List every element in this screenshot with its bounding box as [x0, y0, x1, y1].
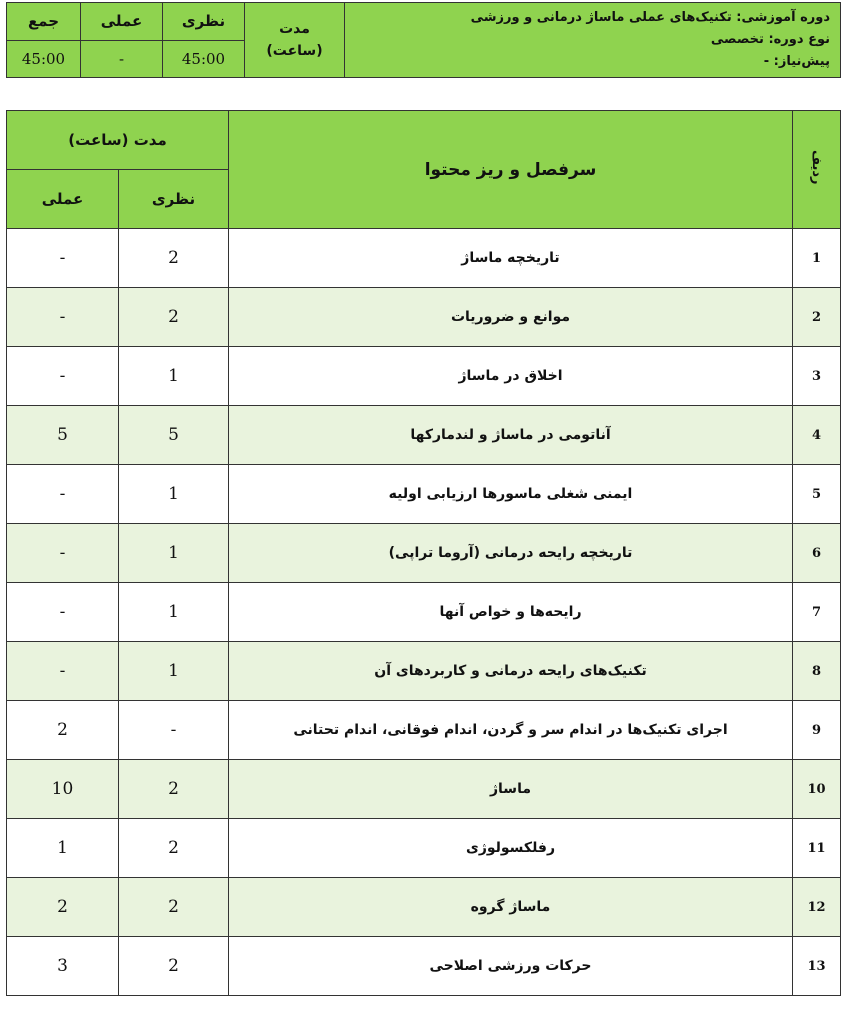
theory-cell: -: [119, 701, 229, 760]
theory-cell: 2: [119, 760, 229, 819]
practical-cell: 2: [7, 878, 119, 937]
theory-cell: 2: [119, 878, 229, 937]
practical-cell: 1: [7, 819, 119, 878]
row-number-cell: 3: [793, 347, 841, 406]
theory-cell: 1: [119, 347, 229, 406]
row-number-cell: 8: [793, 642, 841, 701]
table-row: [7, 937, 841, 996]
course-type: نوع دوره: تخصصی: [710, 32, 830, 47]
topic-cell: ماساژ: [229, 760, 793, 819]
row-number-cell: 2: [793, 288, 841, 347]
table-row: [7, 347, 841, 406]
topic-cell: تکنیک‌های رایحه درمانی و کاربردهای آن: [229, 642, 793, 701]
row-number-header: [793, 111, 841, 229]
practical-cell: 3: [7, 937, 119, 996]
course-info-table: [6, 2, 841, 78]
table-row: [7, 701, 841, 760]
practical-cell: -: [7, 583, 119, 642]
row-number-cell: 10: [793, 760, 841, 819]
total-value: 45:00: [7, 40, 81, 78]
practical-cell: -: [7, 288, 119, 347]
practical-cell: 5: [7, 406, 119, 465]
table-row: [7, 465, 841, 524]
topic-cell: ماساژ گروه: [229, 878, 793, 937]
practical-cell: -: [7, 347, 119, 406]
duration-header: [245, 3, 345, 78]
row-number-cell: 12: [793, 878, 841, 937]
row-number-cell: 4: [793, 406, 841, 465]
course-description: [345, 3, 841, 78]
table-row: [7, 524, 841, 583]
theory-cell: 2: [119, 229, 229, 288]
topic-cell: ایمنی شغلی ماسورها ارزیابی اولیه: [229, 465, 793, 524]
row-number-cell: 5: [793, 465, 841, 524]
row-number-cell: 1: [793, 229, 841, 288]
topic-header: سرفصل و ریز محتوا: [229, 111, 793, 229]
topic-cell: تاریخچه ماساژ: [229, 229, 793, 288]
topic-cell: آناتومی در ماساژ و لندمارکها: [229, 406, 793, 465]
table-row: [7, 406, 841, 465]
practical-cell: -: [7, 465, 119, 524]
course-prereq: پیش‌نیاز: -: [763, 54, 830, 69]
topic-cell: حرکات ورزشی اصلاحی: [229, 937, 793, 996]
theory-value: 45:00: [163, 40, 245, 78]
theory-header: نظری: [119, 170, 229, 229]
table-row: [7, 819, 841, 878]
theory-cell: 2: [119, 937, 229, 996]
theory-cell: 1: [119, 465, 229, 524]
row-number-cell: 9: [793, 701, 841, 760]
theory-cell: 2: [119, 819, 229, 878]
table-row: [7, 760, 841, 819]
table-row: [7, 229, 841, 288]
table-row: [7, 583, 841, 642]
topic-cell: تاریخچه رایحه درمانی (آروما تراپی): [229, 524, 793, 583]
practical-cell: 10: [7, 760, 119, 819]
topic-cell: رفلکسولوژی: [229, 819, 793, 878]
theory-cell: 2: [119, 288, 229, 347]
topic-cell: موانع و ضروریات: [229, 288, 793, 347]
theory-cell: 1: [119, 583, 229, 642]
course-title: دوره آموزشی: تکنیک‌های عملی ماساژ درمانی و ورزشی: [470, 10, 830, 25]
table-row: [7, 288, 841, 347]
duration-unit: (ساعت): [266, 43, 323, 59]
syllabus-table: [6, 110, 841, 996]
topic-cell: اخلاق در ماساژ: [229, 347, 793, 406]
theory-cell: 5: [119, 406, 229, 465]
practical-cell: -: [7, 642, 119, 701]
table-row: [7, 878, 841, 937]
row-number-label: ردیف: [809, 150, 824, 185]
duration-label: مدت: [279, 21, 310, 37]
topic-cell: اجرای تکنیک‌ها در اندام سر و گردن، اندام فوقانی، اندام تحتانی: [229, 701, 793, 760]
practical-header: عملی: [7, 170, 119, 229]
topic-cell: رایحه‌ها و خواص آنها: [229, 583, 793, 642]
theory-cell: 1: [119, 642, 229, 701]
theory-label: نظری: [163, 3, 245, 41]
practical-cell: 2: [7, 701, 119, 760]
practical-label: عملی: [81, 3, 163, 41]
row-number-cell: 11: [793, 819, 841, 878]
practical-value: -: [81, 40, 163, 78]
row-number-cell: 7: [793, 583, 841, 642]
duration-group-header: مدت (ساعت): [7, 111, 229, 170]
theory-cell: 1: [119, 524, 229, 583]
table-row: [7, 642, 841, 701]
practical-cell: -: [7, 229, 119, 288]
total-label: جمع: [7, 3, 81, 41]
row-number-cell: 13: [793, 937, 841, 996]
row-number-cell: 6: [793, 524, 841, 583]
practical-cell: -: [7, 524, 119, 583]
